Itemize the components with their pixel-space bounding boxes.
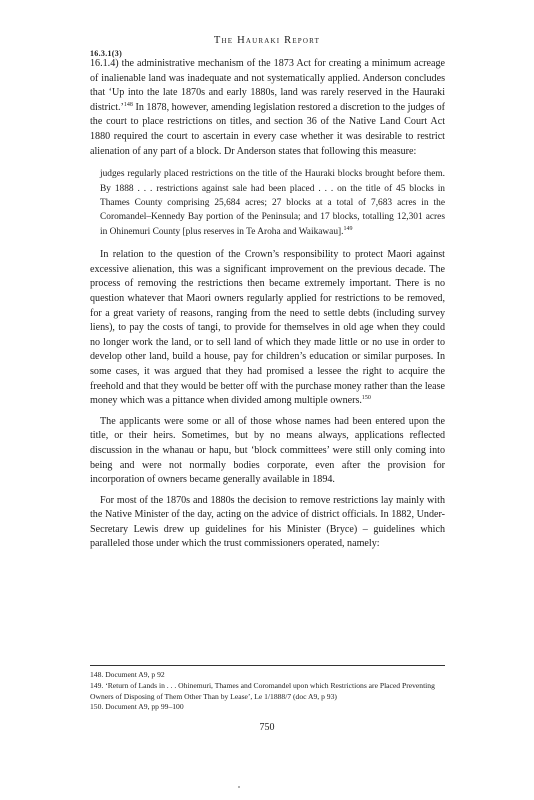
- footnote-148: 148. Document A9, p 92: [90, 670, 165, 679]
- paragraph-1-continued: In 1878, however, amending legislation restored a discretion to the judges of the court to place restrictions on titles, and section 36 of the Native Land Court Act 1880 required the court to ascertain in every case whether it was desirable to restrict alienation of any part of a block. Dr Anderson states that following this measure:: [90, 101, 445, 157]
- block-quote-text: judges regularly placed restrictions on the title of the Hauraki blocks brought before them. By 1888 . . . restrictions against sale had been placed . . . on the title of 45 blocks in Thames County comprising 25,684 acres; 27 blocks at a total of 7,683 acres in the Coromandel–Kennedy Bay portion of the Peninsula; and 17 blocks, totalling 12,301 acres in Ohinemuri County [plus reserves in Te Aroha and Waikawau].: [100, 169, 445, 237]
- paragraph-2-text: In relation to the question of the Crown’s responsibility to protect Maori against excessive alienation, this was a significant improvement on the previous decade. The process of removing the restrictions then became extremely important. There is no question whatever that Maori owners regularly applied for restrictions to be removed, for a great variety of reasons, ranging from the need to settle debts (including survey liens), to pay the costs of tangi, to provide for themselves in old age when they could no longer work the land, or to sell land of which they made little or no use in order to develop other land, build a house, pay for children’s education or similar purposes. In some cases, it was argued that they had promised a lessee the right to acquire the freehold and that they would be better off with the purchase money rather than the lease money which was a pittance when divided among multiple owners.: [90, 249, 445, 407]
- footnote-ref-149: 149: [343, 225, 353, 232]
- paragraph-1: [90, 57, 445, 159]
- paragraph-4: For most of the 1870s and 1880s the decision to remove restrictions lay mainly with the Native Minister of the day, acting on the advice of district officials. In 1882, Under-Secretary Lewis drew up guidelines for his Minister (Bryce) – guidelines which paralleled those under which the trust commissioners operated, namely:: [90, 494, 445, 550]
- paragraph-2: [90, 248, 445, 409]
- footnote-ref-148: 148: [123, 101, 133, 108]
- footnote-149: 149. ‘Return of Lands in . . . Ohinemuri, Thames and Coromandel upon which Restrictions are Placed Preventing Owners of Disposing of Them Other Than by Lease’, Le 1/1888/7 (doc A9, p 93): [90, 680, 435, 701]
- paragraph-3: The applicants were some or all of those whose names had been entered upon the title, or their heirs. Sometimes, but by no means always, applications reflected discussion in the whanau or hapu, but ‘block committees’ were still only coming into being and were not normally bodies corporate, even after the provision for incorporation of owners became generally available in 1894.: [90, 415, 445, 486]
- page-number: 750: [259, 722, 275, 733]
- running-head: The Hauraki Report: [213, 35, 321, 46]
- footnotes: [90, 670, 445, 713]
- scan-speck: [238, 786, 240, 788]
- footnote-divider: [90, 665, 445, 666]
- footnote-ref-150: 150: [361, 395, 371, 402]
- main-text: [90, 57, 445, 552]
- paragraph-1-text: 16.1.4) the administrative mechanism of the 1873 Act for creating a minimum acreage of inalienable land was inadequate and not systematically applied. Anderson concludes that ‘Up into the late 1870s and early 1880s, land was rarely reserved in the Hauraki district.’: [90, 58, 445, 113]
- footnote-150: 150. Document A9, pp 99–100: [90, 702, 184, 712]
- section-number: 16.3.1(3): [90, 49, 123, 58]
- block-quote: [100, 167, 445, 239]
